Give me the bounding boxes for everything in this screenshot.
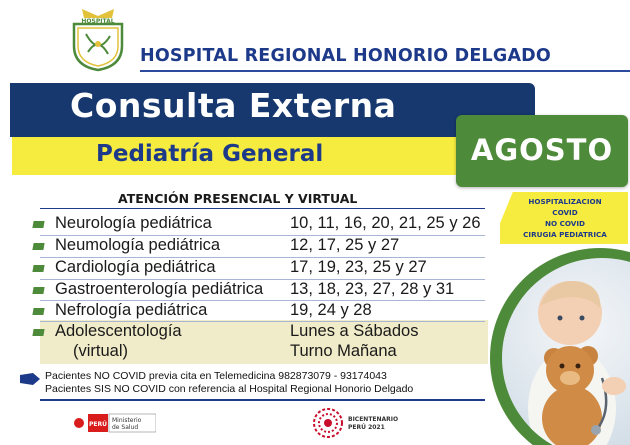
schedule-days: 12, 17, 25 y 27 xyxy=(290,236,400,254)
hospital-logo xyxy=(68,6,128,72)
schedule-days: 19, 24 y 28 xyxy=(290,301,372,319)
list-item xyxy=(30,236,490,257)
arrow-icon xyxy=(20,372,40,386)
bicentenario-line1: BICENTENARIO xyxy=(348,416,399,423)
ministry-of-health-logo xyxy=(72,412,156,434)
list-item xyxy=(30,301,490,322)
ministry-line1: Ministerio xyxy=(112,417,142,424)
footer-divider xyxy=(40,399,485,401)
list-item xyxy=(30,214,490,235)
attention-divider xyxy=(40,208,485,209)
tag-line-surgery: CIRUGIA PEDIATRICA xyxy=(523,230,607,239)
header-divider xyxy=(140,70,630,72)
bicentenario-line2: PERÚ 2021 xyxy=(348,424,385,431)
adolescentology-shift: Turno Mañana xyxy=(290,342,397,360)
specialty-label: Neurología pediátrica xyxy=(55,214,212,232)
attention-title: ATENCIÓN PRESENCIAL Y VIRTUAL xyxy=(118,191,358,206)
bullet-icon xyxy=(32,243,44,250)
list-item xyxy=(30,258,490,279)
schedule-days: 13, 18, 23, 27, 28 y 31 xyxy=(290,280,455,298)
schedule-days: 10, 11, 16, 20, 21, 25 y 26 xyxy=(290,214,481,232)
note-telemedicine: Pacientes NO COVID previa cita en Telemedicina 982873079 - 93174043 xyxy=(45,370,387,382)
logo-text: HOSPITAL xyxy=(81,18,115,25)
peru-label: PERÚ xyxy=(89,421,107,428)
schedule-days: Lunes a Sábados xyxy=(290,322,419,340)
bullet-icon xyxy=(32,287,44,294)
page-subtitle: Pediatría General xyxy=(96,141,324,167)
note-sis-referral: Pacientes SIS NO COVID con referencia al Hospital Regional Honorio Delgado xyxy=(45,383,414,395)
tag-line-covid: COVID xyxy=(552,208,578,217)
bullet-icon xyxy=(32,329,44,336)
specialty-label: Nefrología pediátrica xyxy=(55,301,208,319)
bullet-icon xyxy=(32,308,44,315)
bullet-icon xyxy=(32,221,44,228)
bicentenario-logo xyxy=(312,406,406,440)
ministry-line2: de Salud xyxy=(112,424,139,431)
page-title: Consulta Externa xyxy=(70,86,397,125)
specialty-label: Gastroenterología pediátrica xyxy=(55,280,264,298)
month-label: AGOSTO xyxy=(470,133,614,167)
schedule-days: 17, 19, 23, 25 y 27 xyxy=(290,258,427,276)
tag-line-hospitalization: HOSPITALIZACION xyxy=(528,197,602,206)
tag-line-no-covid: NO COVID xyxy=(544,219,586,228)
specialty-label: Adolescentología xyxy=(55,322,182,340)
list-item xyxy=(30,322,490,343)
specialty-label: Neumología pediátrica xyxy=(55,236,221,254)
list-item xyxy=(30,280,490,301)
bullet-icon xyxy=(32,265,44,272)
specialty-label: Cardiología pediátrica xyxy=(55,258,216,276)
hospital-name: HOSPITAL REGIONAL HONORIO DELGADO xyxy=(140,46,551,66)
adolescentology-mode: (virtual) xyxy=(73,342,129,360)
